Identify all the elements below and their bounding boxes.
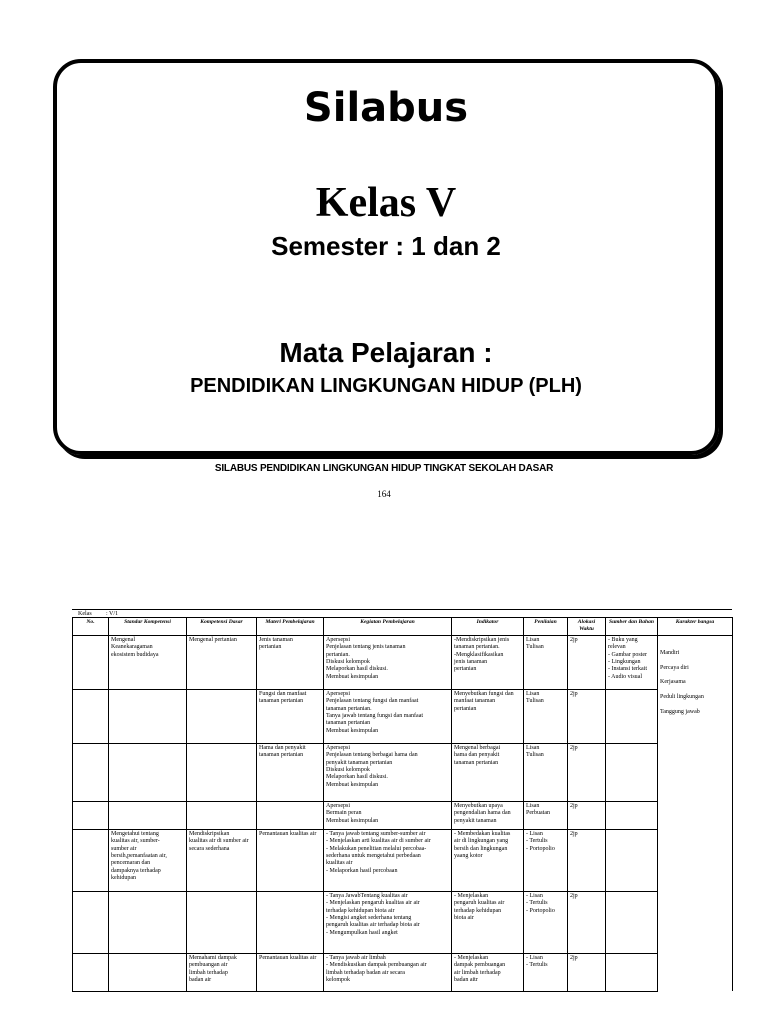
cell-kegiatan: Apersepsi Bermain peran Membuat kesimpulan	[324, 801, 452, 829]
cell-standar-kompetensi	[109, 891, 187, 953]
table-row	[73, 743, 733, 801]
cell-materi: Pemantauan kualitas air	[257, 829, 324, 891]
cell-materi	[257, 801, 324, 829]
cell-materi	[257, 891, 324, 953]
cell-alokasi-waktu: 2jp	[568, 829, 606, 891]
header-penilaian: Penilaian	[524, 618, 568, 636]
cell-sumber	[606, 801, 658, 829]
cell-alokasi-waktu: 2jp	[568, 891, 606, 953]
page-number: 164	[377, 489, 391, 499]
table-row	[73, 801, 733, 829]
table-row	[73, 953, 733, 991]
cell-kompetensi-dasar	[187, 801, 257, 829]
header-materi: Materi Pembelajaran	[257, 618, 324, 636]
cell-sumber	[606, 743, 658, 801]
cover-box	[53, 59, 719, 455]
cell-alokasi-waktu: 2jp	[568, 635, 606, 689]
cover-kelas: Kelas V	[315, 180, 457, 226]
cell-indikator: - Menjelaskan dampak pembuangan air limbah terhadap badan aitr	[452, 953, 524, 991]
cell-penilaian: - Lisan - Tertulis - Portopolio	[524, 829, 568, 891]
cell-penilaian: Lisan Tulisan	[524, 689, 568, 743]
table-row	[73, 829, 733, 891]
cell-materi: Pemantauan kualitas air	[257, 953, 324, 991]
cell-materi: Jenis tanaman pertanian	[257, 635, 324, 689]
cell-indikator: - Membedakan kualitas air di lingkungan yang bersih dan lingkungan yaang kotor	[452, 829, 524, 891]
header-no: No.	[73, 618, 109, 636]
cell-standar-kompetensi	[109, 743, 187, 801]
cell-kompetensi-dasar: Mengenal pertanian	[187, 635, 257, 689]
cell-penilaian: Lisan Perbuatan	[524, 801, 568, 829]
cell-kompetensi-dasar	[187, 743, 257, 801]
cell-standar-kompetensi	[109, 689, 187, 743]
cell-penilaian: Lisan Tulisan	[524, 743, 568, 801]
header-alokasi-waktu: Alokasi Waktu	[568, 618, 606, 636]
cell-indikator: -Mendiskripsikan jenis tanaman pertanian. -Mengklasifikasikan jenis tanaman pertanian	[452, 635, 524, 689]
cover-semester: Semester : 1 dan 2	[271, 231, 501, 261]
kelas-label: Kelas	[78, 611, 92, 617]
cell-kegiatan: Apersepsi Penjelasan tentang jenis tanaman pertanian. Diskusi kelompok Melaporkan hasil diskusi. Membuat kesimpulan	[324, 635, 452, 689]
cell-kompetensi-dasar: Memahami dampak pembuangan air limbah terhadap badan air	[187, 953, 257, 991]
cell-kegiatan: - Tanya JawabTentang kualitas air - Menjelaskan pengaruh kualitas air air terhadap kehidupan biota air - Mengisi angket sederhana tentang pengaruh kualitas air terhadap biota air - Mengumpulkan hasil angket	[324, 891, 452, 953]
header-sumber: Sumber dan Bahan	[606, 618, 658, 636]
cell-kegiatan: Apersepsi Penjelasan tentang berbagai hama dan penyakit tanaman pertanian Diskusi kelompok Melaporkan hasil diskusi. Membuat kesimpulan	[324, 743, 452, 801]
cell-no	[73, 689, 109, 743]
cover-subject: PENDIDIKAN LINGKUNGAN HIDUP (PLH)	[190, 375, 582, 397]
cell-indikator: - Menjelaskan pengaruh kualitas air terhadap kehidupan biota air	[452, 891, 524, 953]
cover-mata-pelajaran: Mata Pelajaran :	[279, 337, 493, 368]
cell-penilaian: - Lisan - Tertulis - Portopolio	[524, 891, 568, 953]
cell-kegiatan: Apersepsi Penjelasan tentang fungsi dan manfaat tanaman pertanian. Tanya jawab tentang fungsi dan manfaat tanaman pertanian Membuat kesimpulan	[324, 689, 452, 743]
cell-alokasi-waktu: 2jp	[568, 801, 606, 829]
table-header-row	[73, 618, 733, 636]
table-row	[73, 891, 733, 953]
syllabus-table	[72, 617, 733, 992]
cell-kompetensi-dasar	[187, 891, 257, 953]
header-kompetensi-dasar: Kompetensi Dasar	[187, 618, 257, 636]
kelas-value: : V/1	[106, 611, 119, 617]
cell-sumber: - Buku yang relevan - Gambar poster - Lingkungan - Instansi terkait - Audio visual	[606, 635, 658, 689]
cell-indikator: Menyebutkan fungsi dan manfaat tanaman pertanian	[452, 689, 524, 743]
cell-standar-kompetensi: Mengenal Keanekaragaman ekosistem budidaya	[109, 635, 187, 689]
cell-penilaian: Lisan Tulisan	[524, 635, 568, 689]
cell-sumber	[606, 953, 658, 991]
header-indikator: Indikator	[452, 618, 524, 636]
cell-materi: Fungsi dan manfaat tanaman pertanian	[257, 689, 324, 743]
cell-alokasi-waktu: 2jp	[568, 689, 606, 743]
cover-title: Silabus	[303, 85, 469, 131]
cell-kompetensi-dasar	[187, 689, 257, 743]
cell-no	[73, 829, 109, 891]
cell-no	[73, 743, 109, 801]
cell-no	[73, 635, 109, 689]
cell-indikator: Mengenal berbagai hama dan penyakit tanaman pertanian	[452, 743, 524, 801]
cell-standar-kompetensi: Mengetahui tentang kualitas air, sumber- sumber air bersih,pemanfaatan air, pencemaran dan dampaknya terhadap kehidupan	[109, 829, 187, 891]
cell-penilaian: - Lisan - Tertulis	[524, 953, 568, 991]
cell-standar-kompetensi	[109, 801, 187, 829]
cell-alokasi-waktu: 2jp	[568, 953, 606, 991]
header-karakter: Karakter bangsa	[658, 618, 733, 636]
table-row	[73, 689, 733, 743]
cell-kompetensi-dasar: Mendiskripsikan kualitas air di sumber air secara sederhana	[187, 829, 257, 891]
cell-indikator: Menyebutkan upaya pengendalian hama dan penyakit tanaman	[452, 801, 524, 829]
cell-sumber	[606, 689, 658, 743]
cell-no	[73, 801, 109, 829]
cell-standar-kompetensi	[109, 953, 187, 991]
cell-no	[73, 891, 109, 953]
cell-no	[73, 953, 109, 991]
header-standar-kompetensi: Standar Kompetensi	[109, 618, 187, 636]
cell-sumber	[606, 829, 658, 891]
cell-sumber	[606, 891, 658, 953]
cell-kegiatan: - Tanya jawab tentang sumber-sumber air - Menjelaskan arti kualitas air di sumber air - Melakukan penelitian melalui percobaa- sederhana untuk mengetahui perbedaan kualitas air - Melaporkan hasil percobaan	[324, 829, 452, 891]
cell-alokasi-waktu: 2jp	[568, 743, 606, 801]
cell-karakter: Mandiri Percaya diri Kerjasama Peduli lingkungan Tanggung jawab	[658, 635, 733, 991]
table-row	[73, 635, 733, 689]
cell-kegiatan: - Tanya jawab air limbah - Mendiskusikan dampak pembuangan air limbah terhadap badan air secara kelompok	[324, 953, 452, 991]
header-kegiatan: Kegiatan Pembelajaran	[324, 618, 452, 636]
document-subtitle: SILABUS PENDIDIKAN LINGKUNGAN HIDUP TINGKAT SEKOLAH DASAR	[214, 463, 554, 474]
cell-materi: Hama dan penyakit tanaman pertanian	[257, 743, 324, 801]
